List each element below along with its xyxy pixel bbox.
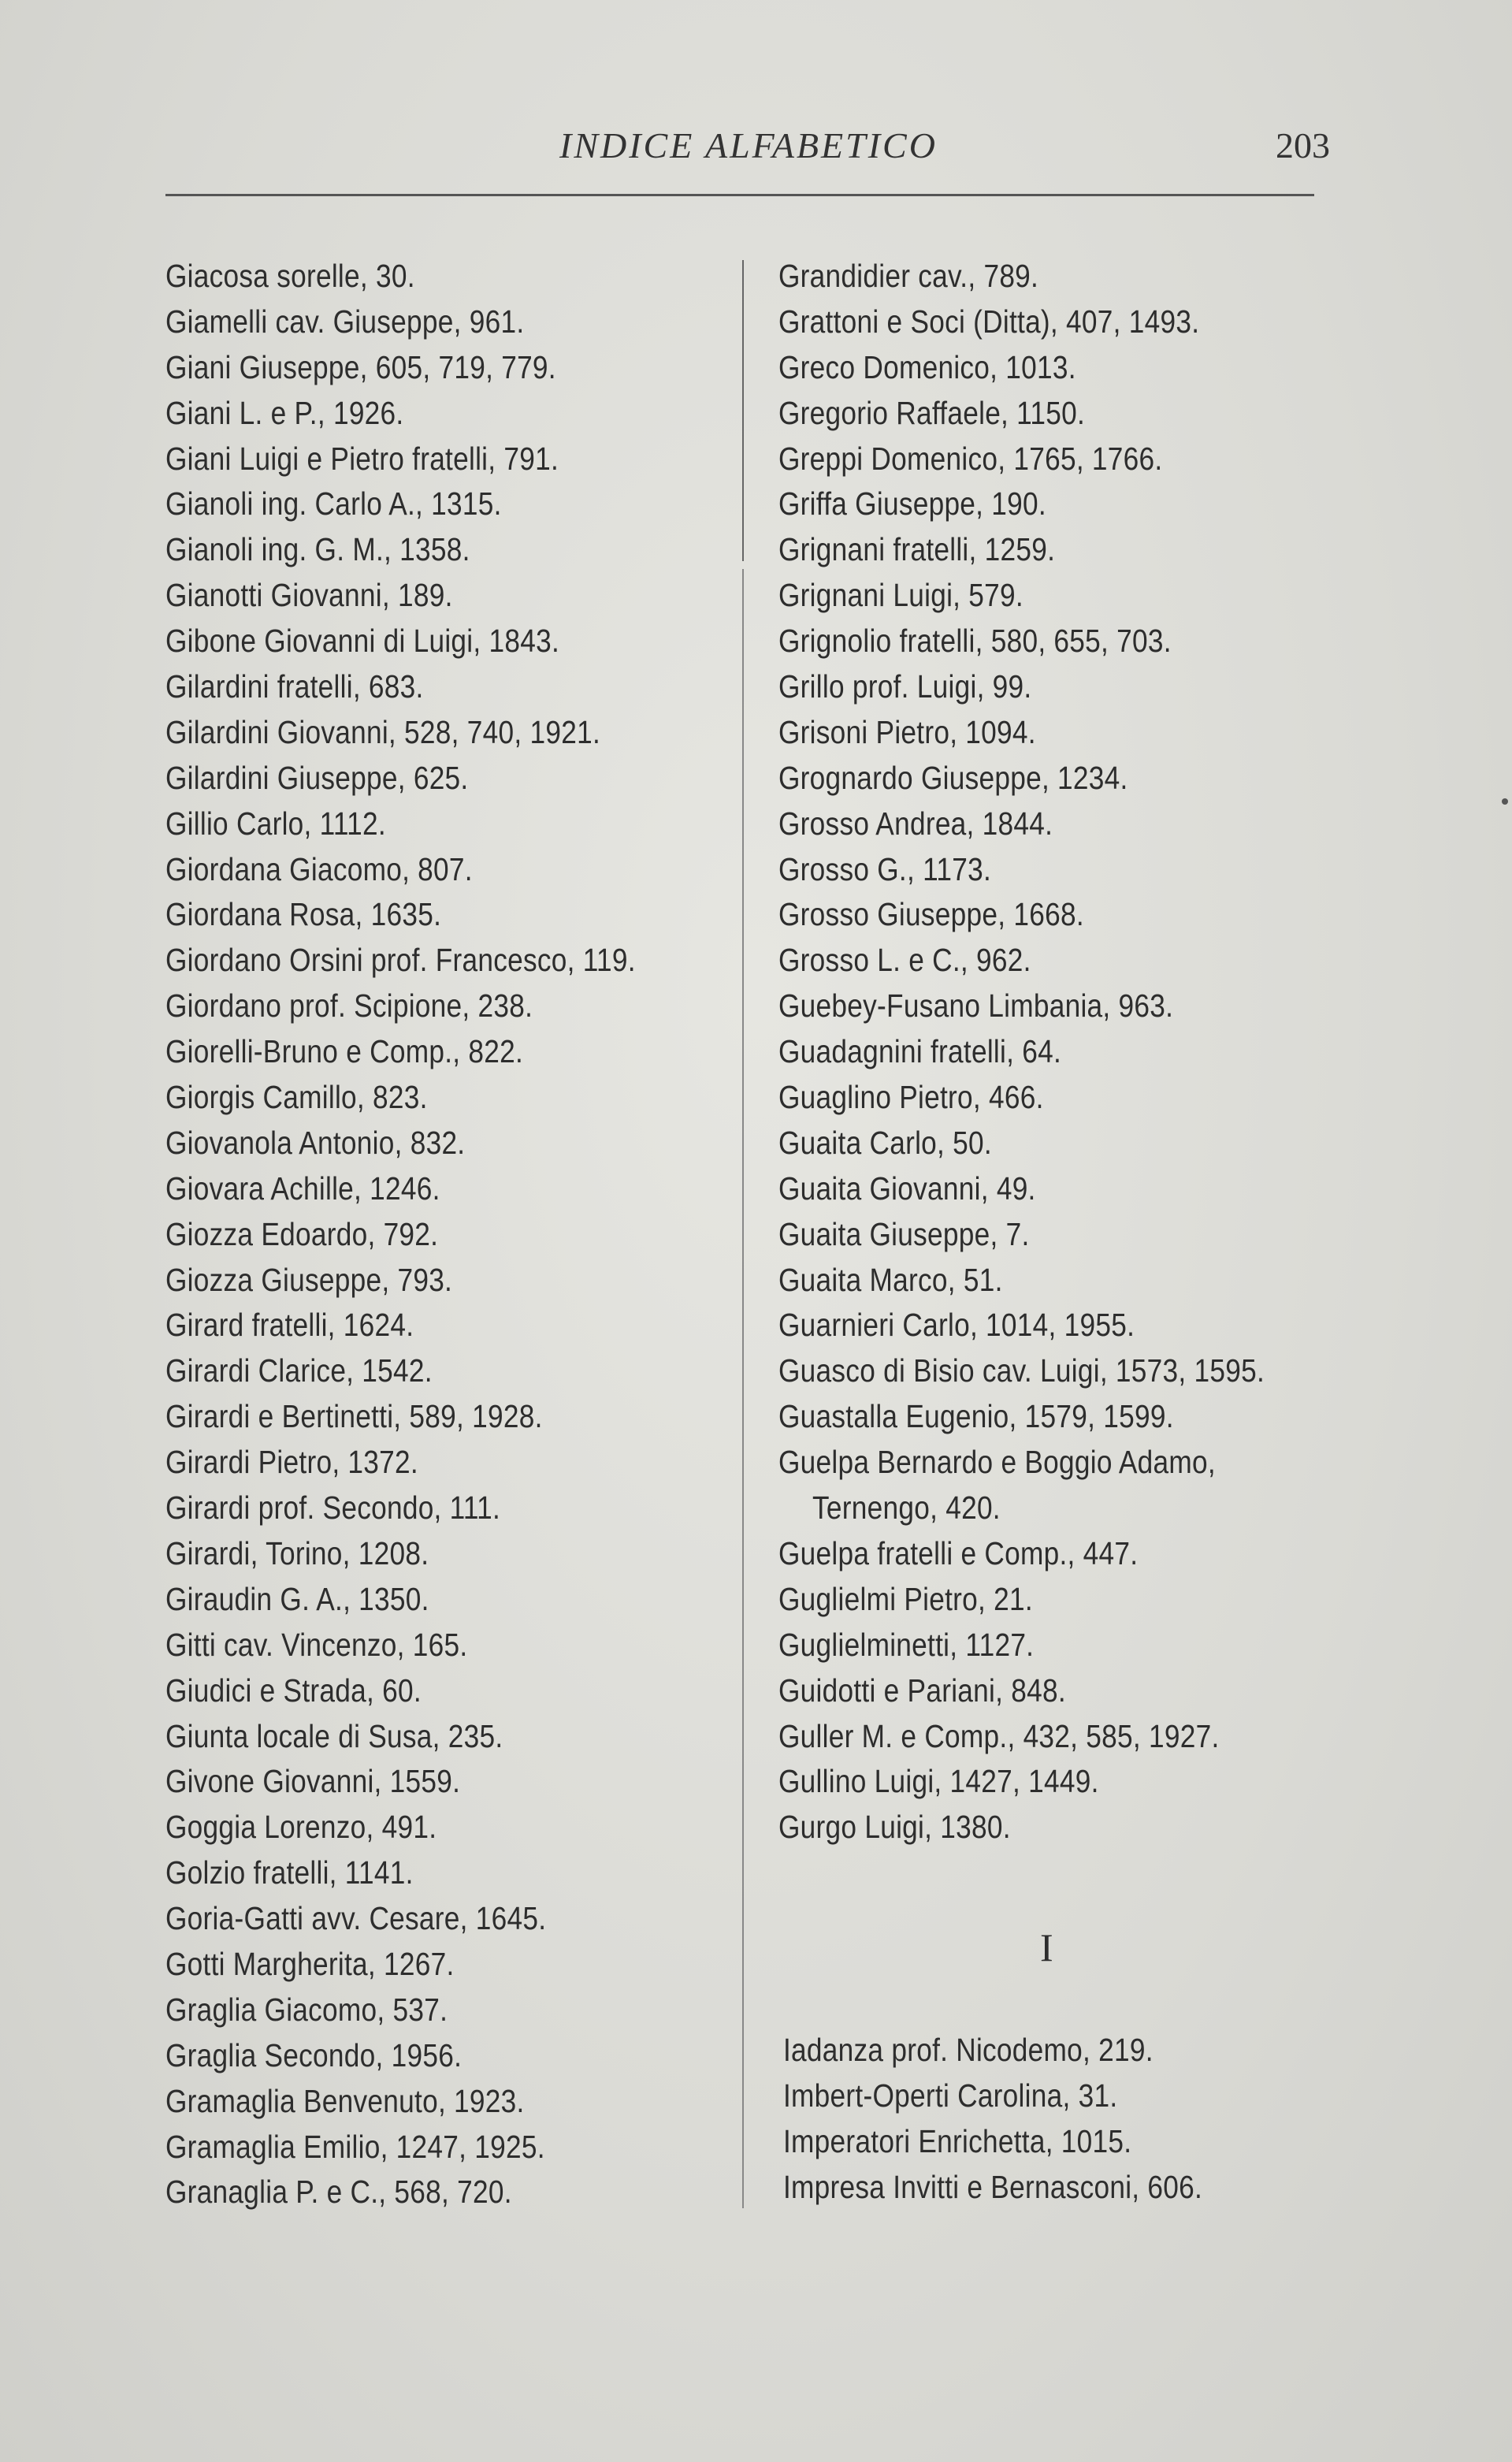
- index-entry: Guaita Carlo, 50.: [778, 1124, 992, 1161]
- index-entry: Giacosa sorelle, 30.: [165, 258, 415, 294]
- index-entry: Grosso L. e C., 962.: [778, 942, 1031, 979]
- index-entry: Gillio Carlo, 1112.: [165, 805, 386, 842]
- index-entry: Guller M. e Comp., 432, 585, 1927.: [778, 1717, 1220, 1754]
- index-entry: Golzio fratelli, 1141.: [165, 1854, 414, 1891]
- index-entry: Giorgis Camillo, 823.: [165, 1079, 428, 1116]
- index-entry: Giani L. e P., 1926.: [165, 394, 404, 431]
- index-entry: Grignani fratelli, 1259.: [778, 531, 1056, 568]
- index-entry: Gregorio Raffaele, 1150.: [778, 394, 1086, 431]
- index-entry: Girardi e Bertinetti, 589, 1928.: [165, 1398, 543, 1435]
- index-entry: Guebey-Fusano Limbania, 963.: [778, 987, 1174, 1025]
- index-column-left: [165, 254, 733, 2215]
- index-entry: Grosso Andrea, 1844.: [778, 805, 1053, 842]
- index-entry: Guidotti e Pariani, 848.: [778, 1672, 1066, 1709]
- index-entry: Graglia Secondo, 1956.: [165, 2036, 463, 2073]
- index-entry: Guarnieri Carlo, 1014, 1955.: [778, 1307, 1135, 1344]
- index-entry: Gullino Luigi, 1427, 1449.: [778, 1763, 1099, 1800]
- index-entry: Guelpa fratelli e Comp., 447.: [778, 1534, 1139, 1571]
- index-entry: Gitti cav. Vincenzo, 165.: [165, 1626, 468, 1663]
- index-entry: Grisoni Pietro, 1094.: [778, 713, 1036, 750]
- index-entry: Guglielmi Pietro, 21.: [778, 1580, 1033, 1617]
- index-entry: Guastalla Eugenio, 1579, 1599.: [778, 1398, 1174, 1435]
- index-entry: Imbert-Operti Carolina, 31.: [783, 2077, 1118, 2114]
- index-entry: Giovanola Antonio, 832.: [165, 1124, 466, 1161]
- index-entry: Girardi Clarice, 1542.: [165, 1352, 433, 1389]
- index-entry: Guglielminetti, 1127.: [778, 1626, 1035, 1663]
- index-entry: Guaita Giovanni, 49.: [778, 1170, 1036, 1207]
- index-entry: Grillo prof. Luigi, 99.: [778, 668, 1032, 705]
- index-entry: Gurgo Luigi, 1380.: [778, 1809, 1011, 1846]
- index-entry: Giamelli cav. Giuseppe, 961.: [165, 303, 525, 340]
- section-heading-i: I: [1040, 1925, 1053, 1969]
- index-column-right: [778, 254, 1377, 1850]
- paper-speck: [1502, 798, 1508, 805]
- index-entry: Guadagnini fratelli, 64.: [778, 1033, 1062, 1070]
- index-entry: Guelpa Bernardo e Boggio Adamo,: [778, 1444, 1216, 1481]
- index-entry: Gilardini Giuseppe, 625.: [165, 759, 469, 796]
- index-entry: Giraudin G. A., 1350.: [165, 1580, 429, 1617]
- index-entry: Girard fratelli, 1624.: [165, 1307, 414, 1344]
- index-entry: Giovara Achille, 1246.: [165, 1170, 440, 1207]
- index-entry: Gianotti Giovanni, 189.: [165, 577, 453, 614]
- index-entry: Gramaglia Emilio, 1247, 1925.: [165, 2128, 545, 2165]
- index-entry: Gibone Giovanni di Luigi, 1843.: [165, 623, 560, 660]
- index-entry: Giordana Giacomo, 807.: [165, 850, 473, 887]
- index-entry: Goggia Lorenzo, 491.: [165, 1809, 437, 1846]
- index-entry: Giordano prof. Scipione, 238.: [165, 987, 533, 1025]
- index-entry: Guaglino Pietro, 466.: [778, 1079, 1044, 1116]
- index-entry: Grignani Luigi, 579.: [778, 577, 1023, 614]
- index-entry: Giordana Rosa, 1635.: [165, 896, 442, 933]
- index-entry: Giozza Edoardo, 792.: [165, 1215, 439, 1252]
- index-entry: Greco Domenico, 1013.: [778, 348, 1076, 385]
- index-entry: Guasco di Bisio cav. Luigi, 1573, 1595.: [778, 1352, 1265, 1389]
- index-entry: Grosso G., 1173.: [778, 850, 992, 887]
- index-entry: Grandidier cav., 789.: [778, 258, 1039, 294]
- index-entry: Impresa Invitti e Bernasconi, 606.: [783, 2168, 1203, 2205]
- index-entry: Giani Luigi e Pietro fratelli, 791.: [165, 440, 559, 477]
- index-entry: Gotti Margherita, 1267.: [165, 1945, 455, 1982]
- index-entry: Givone Giovanni, 1559.: [165, 1763, 461, 1800]
- index-entry: Giordano Orsini prof. Francesco, 119.: [165, 942, 636, 979]
- index-entry: Guaita Giuseppe, 7.: [778, 1215, 1030, 1252]
- page-number: 203: [1276, 125, 1330, 165]
- index-entry: Giunta locale di Susa, 235.: [165, 1717, 503, 1754]
- index-entry: Graglia Giacomo, 537.: [165, 1991, 448, 2028]
- index-entry: Gramaglia Benvenuto, 1923.: [165, 2082, 525, 2119]
- index-entry: Girardi prof. Secondo, 111.: [165, 1489, 501, 1527]
- index-entry: Girardi, Torino, 1208.: [165, 1534, 429, 1571]
- header-rule: [165, 194, 1314, 196]
- index-entry: Grosso Giuseppe, 1668.: [778, 896, 1084, 933]
- index-entry: Imperatori Enrichetta, 1015.: [783, 2122, 1132, 2159]
- index-entry: Griffa Giuseppe, 190.: [778, 485, 1046, 523]
- index-entry: Granaglia P. e C., 568, 720.: [165, 2174, 512, 2211]
- index-entry: Guaita Marco, 51.: [778, 1261, 1003, 1298]
- index-entry: Grognardo Giuseppe, 1234.: [778, 759, 1128, 796]
- index-entry: Goria-Gatti avv. Cesare, 1645.: [165, 1900, 547, 1937]
- index-entry: Gianoli ing. Carlo A., 1315.: [165, 485, 502, 523]
- index-entry: Gianoli ing. G. M., 1358.: [165, 531, 470, 568]
- index-entry: Girardi Pietro, 1372.: [165, 1444, 418, 1481]
- index-entry: Gilardini fratelli, 683.: [165, 668, 424, 705]
- index-entry: Gilardini Giovanni, 528, 740, 1921.: [165, 713, 600, 750]
- column-divider: [742, 569, 744, 2208]
- running-title: INDICE ALFABETICO: [559, 125, 938, 165]
- index-entry: Giudici e Strada, 60.: [165, 1672, 422, 1709]
- column-divider: [742, 260, 744, 561]
- index-entry: Giozza Giuseppe, 793.: [165, 1261, 453, 1298]
- index-entry: Grignolio fratelli, 580, 655, 703.: [778, 623, 1172, 660]
- index-entry: Giani Giuseppe, 605, 719, 779.: [165, 348, 556, 385]
- index-entry-continuation: Ternengo, 420.: [812, 1489, 1001, 1527]
- index-entry: Giorelli-Bruno e Comp., 822.: [165, 1033, 524, 1070]
- index-entry: Iadanza prof. Nicodemo, 219.: [783, 2032, 1154, 2068]
- page-header: [165, 125, 1330, 180]
- index-entry: Greppi Domenico, 1765, 1766.: [778, 440, 1163, 477]
- index-entry: Grattoni e Soci (Ditta), 407, 1493.: [778, 303, 1200, 340]
- index-section-i: [783, 2028, 1271, 2211]
